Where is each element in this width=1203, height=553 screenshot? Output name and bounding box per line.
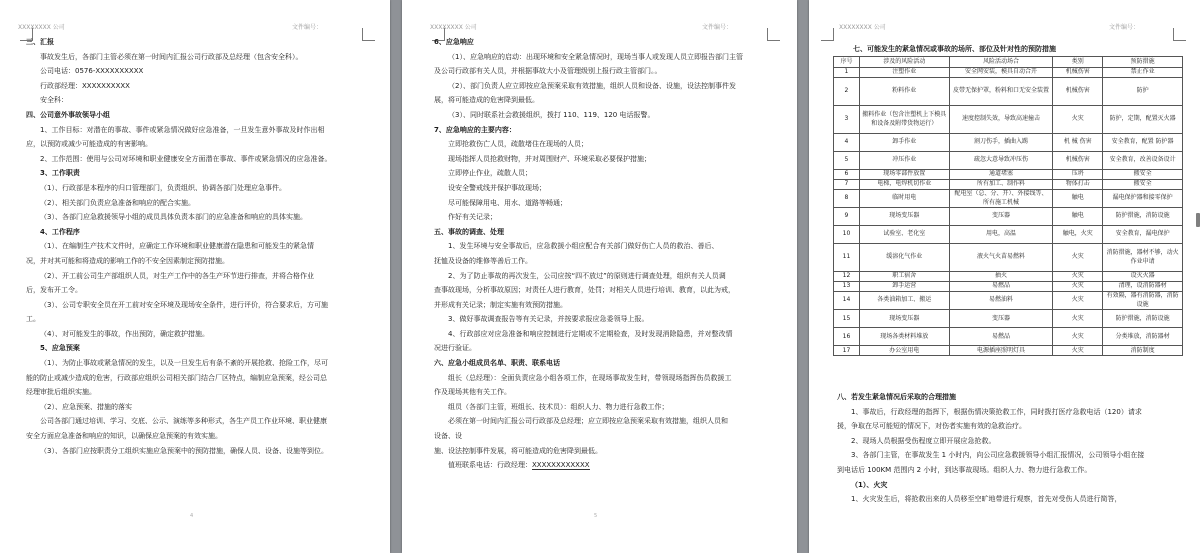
table-cell: 火灾 xyxy=(1053,106,1103,134)
table-cell: 火灾 xyxy=(1053,272,1103,282)
table-cell: 3 xyxy=(834,106,860,134)
table-cell: 火灾 xyxy=(1053,328,1103,346)
table-row xyxy=(834,328,1183,346)
table-cell: 1 xyxy=(834,68,860,78)
document-page-2 xyxy=(402,0,797,553)
table-cell: 12 xyxy=(834,272,860,282)
table-row xyxy=(834,106,1183,134)
table-cell: 临时用电 xyxy=(859,190,949,208)
header-doc-no: 文件编号： xyxy=(1109,24,1140,31)
table-header-cell: 序号 xyxy=(834,57,860,68)
paragraph-line: 作及现场其他有关工作。 xyxy=(434,388,511,397)
table-cell: 安全教育，配置 防护器 xyxy=(1103,134,1183,152)
table-cell: 2 xyxy=(834,78,860,106)
table-cell: 冲压作业 xyxy=(859,152,949,170)
table-cell: 13 xyxy=(834,282,860,292)
paragraph-line: 公司电话：0576-XXXXXXXXXX xyxy=(40,67,144,76)
section-heading: 6、应急响应 xyxy=(434,38,474,46)
table-cell: 安全教育，漏电保护 xyxy=(1103,226,1183,244)
table-row xyxy=(834,244,1183,272)
paragraph-line: 应，以预防或减少可能造成的有害影响。 xyxy=(26,140,152,149)
table-cell: 4 xyxy=(834,134,860,152)
paragraph-line: 况进行验证。 xyxy=(434,344,476,353)
table-cell: 现场变压器 xyxy=(859,208,949,226)
table-cell: 办公室用电 xyxy=(859,346,949,356)
paragraph-line: （3）、同时联系社会救援组织，拨打 110、119、120 电话报警。 xyxy=(448,110,655,119)
paragraph-line: 立即抢救伤亡人员，疏散堵住在现场的人员； xyxy=(448,140,588,149)
table-cell: 卸手作业 xyxy=(859,134,949,152)
table-cell: 现场变压器 xyxy=(859,310,949,328)
table-header-cell: 类别 xyxy=(1053,57,1103,68)
table-row xyxy=(834,272,1183,282)
table-cell: 17 xyxy=(834,346,860,356)
table-row xyxy=(834,68,1183,78)
section-heading: 5、应急预案 xyxy=(40,344,80,353)
table-cell: 7 xyxy=(834,180,860,190)
table-cell: 消防措施，器材不够，动火作业申请 xyxy=(1103,244,1183,272)
paragraph-line: （4）、对可能发生的事故，作出预防，确定救护措施。 xyxy=(40,329,209,338)
table-cell: 变压器 xyxy=(949,208,1053,226)
table-cell: 触电 xyxy=(1053,190,1103,208)
paragraph-line: （1）、应急响应的启动：出现环境和安全紧急情况时，现场当事人或发现人员立即报告部门主管 xyxy=(448,52,743,61)
paragraph-line: 能的防止或减少造成的危害，行政部应组织公司相关部门结合厂区特点，编制应急预案，经公司总 xyxy=(26,373,327,382)
table-cell: 抽火 xyxy=(949,272,1053,282)
header-company: XXXXXXXX 公司 xyxy=(18,24,65,31)
paragraph-line: 3、各部门主管，在事故发生 1 小时内，向公司应急救援领导小组汇报情况，公司领导小组在接 xyxy=(851,451,1145,460)
table-cell: 防护措施，消防设施 xyxy=(1103,208,1183,226)
phone-number: XXXXXXXXXXXX xyxy=(532,461,590,470)
section-heading: 八、若发生紧急情况后采取的合理措施 xyxy=(837,393,956,401)
table-header-cell: 预防措施 xyxy=(1103,57,1183,68)
paragraph-line: 现场指挥人员抢救财物，并对周围财产、环境采取必要保护措施； xyxy=(448,154,651,163)
table-cell: 易燃品 xyxy=(949,328,1053,346)
paragraph-line: 作好有关记录； xyxy=(448,213,497,222)
paragraph-line: 展，将可能造成的危害降到最低。 xyxy=(434,96,539,105)
page-number: 5 xyxy=(594,513,598,519)
paragraph-line: 设备、设 xyxy=(434,432,462,441)
paragraph-line: 经理审批后组织实施。 xyxy=(26,388,96,397)
table-row xyxy=(834,226,1183,244)
paragraph-line: （1）、在编制生产技术文件时，应确定工作环境和职业健康潜在隐患和可能发生的紧急情 xyxy=(40,242,314,251)
table-cell: 5 xyxy=(834,152,860,170)
table-cell: 15 xyxy=(834,310,860,328)
table-cell: 各类油箱加工、搬运 xyxy=(859,292,949,310)
table-cell: 16 xyxy=(834,328,860,346)
table-cell: 变压器 xyxy=(949,310,1053,328)
table-header-cell: 风险活动场合 xyxy=(949,57,1053,68)
table-cell: 液火气火苗易燃料 xyxy=(949,244,1053,272)
table-cell: 通道堵塞 xyxy=(949,170,1053,180)
page-3-body xyxy=(837,390,1185,507)
table-cell: 物体打击 xyxy=(1053,180,1103,190)
document-page-1 xyxy=(0,0,390,553)
table-cell: 搬安全 xyxy=(1103,180,1183,190)
table-cell: 设灭火器 xyxy=(1103,272,1183,282)
table-cell: 易燃品 xyxy=(949,282,1053,292)
table-cell: 火灾 xyxy=(1053,346,1103,356)
paragraph-line: 3、做好事故调查报告等有关记录，并按要求报应急委领导上报。 xyxy=(448,315,649,324)
table-cell: 所有加工、制作料 xyxy=(949,180,1053,190)
table-cell: 禁止作业 xyxy=(1103,68,1183,78)
paragraph-line: 设安全警戒线并保护事故现场； xyxy=(448,183,546,192)
table-cell: 电梯，电焊机切作业 xyxy=(859,180,949,190)
paragraph-line: 1、发生环境与安全事故后，应急救援小组应配合有关部门做好伤亡人员的救治、善后、 xyxy=(448,242,719,251)
table-cell: 搬料作业（包含注塑机上下模具和设备及附带货物运行） xyxy=(859,106,949,134)
table-cell: 防护，定期，配置灭火器 xyxy=(1103,106,1183,134)
table-cell: 清理，设消防器材 xyxy=(1103,282,1183,292)
crop-mark xyxy=(821,28,834,41)
table-row xyxy=(834,282,1183,292)
risk-table-title: 七、可能发生的紧急情况或事故的场所、部位及针对性的预防措施 xyxy=(853,45,1056,53)
table-cell: 10 xyxy=(834,226,860,244)
document-page-3 xyxy=(809,0,1203,553)
paragraph-line: 2、现场人员根据受伤程度立即开展应急抢救。 xyxy=(851,436,996,445)
table-row xyxy=(834,134,1183,152)
table-cell: 有效隔，器有消防器，消防设施 xyxy=(1103,292,1183,310)
paragraph-line: 安全科： xyxy=(40,96,68,105)
table-cell: 粉料作业 xyxy=(859,78,949,106)
paragraph-line: （3）、公司专职安全员在开工前对安全环境及现场安全条件，进行评价，符合要求后，方可施 xyxy=(40,300,328,309)
table-cell: 火灾 xyxy=(1053,292,1103,310)
table-cell: 卸手运营 xyxy=(859,282,949,292)
table-cell: 安全教育，改善设备设计 xyxy=(1103,152,1183,170)
paragraph-line: （2）、开工前公司生产部组织人员，对生产工作中的各生产环节进行排查，并将合格作业 xyxy=(40,271,314,280)
table-cell: 防护措施，消防设施 xyxy=(1103,310,1183,328)
paragraph-line: 安全方面应急准备和响应的知识，以确保应急预案的有效实施。 xyxy=(26,432,222,441)
header-company: XXXXXXXX 公司 xyxy=(430,24,477,31)
page-1-body xyxy=(26,35,376,458)
table-row xyxy=(834,208,1183,226)
paragraph-line: 及公司行政部有关人员，并根据事故大小及管理级别上报行政主管部门。。 xyxy=(434,67,662,76)
section-heading: 四、公司意外事故领导小组 xyxy=(26,110,110,119)
paragraph-line: 行政部经理：XXXXXXXXXX xyxy=(40,81,130,90)
table-row xyxy=(834,170,1183,180)
table-cell: 火灾 xyxy=(1053,244,1103,272)
table-cell: 机械伤害 xyxy=(1053,78,1103,106)
table-cell: 缓溶化气作业 xyxy=(859,244,949,272)
table-cell: 配电室（总、分、开）、外接线等、所有施工机械 xyxy=(949,190,1053,208)
table-cell: 分类堆放，消防器材 xyxy=(1103,328,1183,346)
header-doc-no: 文件编号： xyxy=(702,24,733,31)
table-cell: 现场零部件放置 xyxy=(859,170,949,180)
paragraph-line: 值班联系电话：行政经理：XXXXXXXXXXXX xyxy=(448,461,590,470)
paragraph-line: 1、工作目标：对潜在的事故、事件或紧急情况做好应急准备，一旦发生意外事故及时作出相 xyxy=(40,125,325,134)
table-cell: 火灾 xyxy=(1053,282,1103,292)
paragraph-line: 施、设法控制事件发展，将可能造成的危害降到最低。 xyxy=(434,446,602,455)
table-cell: 火灾 xyxy=(1053,310,1103,328)
paragraph-line: 公司各部门通过培训、学习、交底、公示、演练等多种形式，各生产员工作业环境、职业健康 xyxy=(40,417,327,426)
section-heading: 五、事故的调查、处理 xyxy=(434,227,504,236)
table-cell: 试验室、老化室 xyxy=(859,226,949,244)
paragraph-line: （2）、应急预案、措施的落实 xyxy=(40,402,132,411)
table-cell: 消防制度 xyxy=(1103,346,1183,356)
table-cell: 皮带无保护罩，粉料和口无安全装置 xyxy=(949,78,1053,106)
table-cell: 割刀伤手，插曲入踢 xyxy=(949,134,1053,152)
header-doc-no: 文件编号： xyxy=(292,24,323,31)
table-row xyxy=(834,78,1183,106)
table-cell: 8 xyxy=(834,190,860,208)
table-cell: 现场各类材料堆放 xyxy=(859,328,949,346)
table-row xyxy=(834,152,1183,170)
paragraph-line: 援，争取在尽可能短的情况下，对伤者实施有效的急救治疗。 xyxy=(837,422,1026,431)
table-cell: 注塑作业 xyxy=(859,68,949,78)
paragraph-line: （3）、各部门应急救援领导小组的成员具体负责本部门的应急准备和响应的具体实施。 xyxy=(40,213,307,222)
section-heading: 三、汇报 xyxy=(26,38,54,46)
paragraph-line: 查事故现场，分析事故原因；对责任人进行教育，处罚；对相关人员进行培训、教育，以此为戒， xyxy=(434,286,735,295)
paragraph-line: 组长（总经理）：全面负责应急小组各项工作，在现场事故发生时，带领现场指挥伤员救援工 xyxy=(448,373,732,382)
section-heading: 六、应急小组成员名单、职责、联系电话 xyxy=(434,359,560,368)
section-heading: （1）、火灾 xyxy=(851,480,888,489)
table-row xyxy=(834,346,1183,356)
paragraph-line: （2）、部门负责人应立即按应急预案采取有效措施，组织人员和设备、设施，设法控制事件发 xyxy=(448,81,736,90)
table-cell: 防护 xyxy=(1103,78,1183,106)
table-cell: 搬安全 xyxy=(1103,170,1183,180)
table-cell: 9 xyxy=(834,208,860,226)
paragraph-line: （3）、各部门应按职责分工组织实施应急预案中的预防措施，确保人员、设备、设施等到位。 xyxy=(40,446,328,455)
paragraph-line: 1、事故后，行政经理的指挥下，根据伤情决策抢救工作，同时拨打医疗急救电话（120）请求 xyxy=(851,407,1142,416)
paragraph-line: 抚恤及设备的维修等善后工作。 xyxy=(434,256,532,265)
paragraph-line: （1）、为防止事故或紧急情况的发生，以及一旦发生后有条不紊的开展抢救、抢险工作，尽可 xyxy=(40,359,328,368)
paragraph-line: 工。 xyxy=(26,315,40,324)
paragraph-line: 尽可能保障用电、用水、道路等畅通； xyxy=(448,198,567,207)
paragraph-line: 后，发布开工令。 xyxy=(26,286,82,295)
table-cell: 触电，火灾 xyxy=(1053,226,1103,244)
table-cell: 安全网安装，模具自动合开 xyxy=(949,68,1053,78)
table-row xyxy=(834,190,1183,208)
paragraph-line: （1）、行政部是本程序的归口管理部门，负责组织、协调各部门处理应急事件。 xyxy=(40,183,286,192)
table-row xyxy=(834,180,1183,190)
table-cell: 速度控制失效，导致高速撞击 xyxy=(949,106,1053,134)
table-cell: 职工宿舍 xyxy=(859,272,949,282)
table-header-cell: 涉及的风险活动 xyxy=(859,57,949,68)
paragraph-line: 2、为了防止事故的再次发生，公司应按“四不放过”的原则进行调查处理，组织有关人员调 xyxy=(448,271,726,280)
crop-mark xyxy=(1173,28,1186,41)
table-cell: 电源插座照明灯具 xyxy=(949,346,1053,356)
paragraph-line: 1、火灾发生后，将抢救出来的人员移至空旷地带进行观察，首先对受伤人员进行简答， xyxy=(851,495,1122,504)
paragraph-line: 必须在第一时间内汇报公司行政部及总经理；应立即按应急预案采取有效措施，组织人员和 xyxy=(448,417,728,426)
paragraph-line: 事故发生后，各部门主管必须在第一时间内汇报公司行政部及总经理（包含安全科）。 xyxy=(40,52,303,61)
table-cell: 疏忽大意导致冲压伤 xyxy=(949,152,1053,170)
paragraph-line: 2、工作范围：使用与公司对环境和职业健康安全方面潜在事故、事件或紧急情况的应急准备。 xyxy=(40,154,332,163)
paragraph-line: 立即停止作业，疏散人员； xyxy=(448,169,532,178)
paragraph-line: （2）、相关部门负责应急准备和响应的配合实施。 xyxy=(40,198,195,207)
table-cell: 漏电保护器和接零保护 xyxy=(1103,190,1183,208)
page-number: 4 xyxy=(190,513,194,519)
scroll-handle[interactable] xyxy=(1196,213,1200,227)
table-row xyxy=(834,292,1183,310)
table-row xyxy=(834,310,1183,328)
paragraph-line: 组员（各部门主管，班组长、技术员）：组织人力、物力进行急救工作； xyxy=(448,402,669,411)
table-cell: 14 xyxy=(834,292,860,310)
table-cell: 触电 xyxy=(1053,208,1103,226)
table-cell: 6 xyxy=(834,170,860,180)
paragraph-line: 并形成有关记录；制定实施有效预防措施。 xyxy=(434,300,567,309)
paragraph-line: 4、行政部应对应急准备和响应控制进行定期或不定期检查，及时发现消除隐患，并对整改情 xyxy=(448,329,733,338)
table-cell: 11 xyxy=(834,244,860,272)
table-cell: 机械伤害 xyxy=(1053,68,1103,78)
paragraph-line: 到电话后 100KM 范围内 2 小时，到达事故现场。组织人力、物力进行急救工作。 xyxy=(837,465,1092,474)
paragraph-line: 况，并对其可能和将造成的影响工作的不安全因素制定预防措施。 xyxy=(26,256,229,265)
table-cell: 机械伤害 xyxy=(1053,152,1103,170)
risk-table-header-row xyxy=(834,57,1183,68)
risk-table xyxy=(833,56,1183,356)
table-cell: 机 械 伤害 xyxy=(1053,134,1103,152)
section-heading: 7、应急响应的主要内容： xyxy=(434,125,516,134)
table-cell: 用电，高温 xyxy=(949,226,1053,244)
header-company: XXXXXXXX 公司 xyxy=(839,24,886,31)
table-cell: 易燃油料 xyxy=(949,292,1053,310)
section-heading: 3、工作职责 xyxy=(40,169,80,178)
section-heading: 4、工作程序 xyxy=(40,227,80,236)
page-2-body xyxy=(434,35,784,473)
table-cell: 压坍 xyxy=(1053,170,1103,180)
